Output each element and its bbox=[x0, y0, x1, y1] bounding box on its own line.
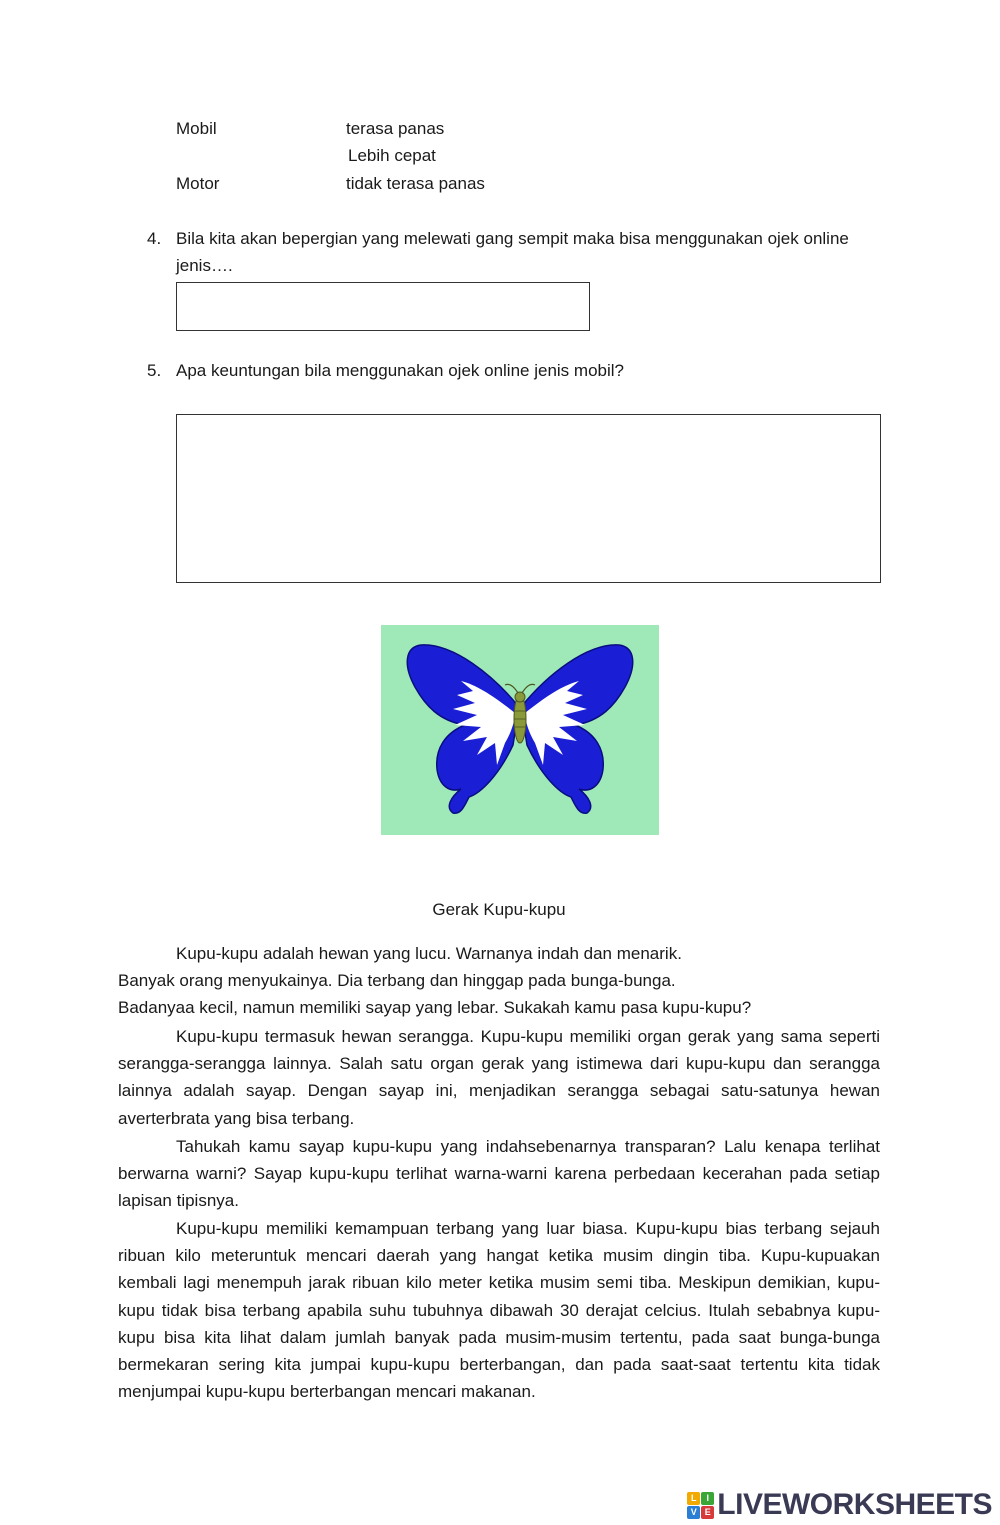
article-paragraph-3-text: Tahukah kamu sayap kupu-kupu yang indahsebenarnya transparan? Lalu kenapa terlihat berwarna warni? Sayap kupu-kupu terlihat warna-warni karena perbedaan kecerahan pada setiap lapisan tipisnya. bbox=[118, 1137, 880, 1211]
article-paragraph-4 bbox=[118, 1215, 880, 1405]
match-right-tidak-terasa-panas: tidak terasa panas bbox=[346, 174, 485, 193]
article-p1-line1: Kupu-kupu adalah hewan yang lucu. Warnanya indah dan menarik. bbox=[176, 944, 682, 963]
article-paragraph-4-text: Kupu-kupu memiliki kemampuan terbang yang luar biasa. Kupu-kupu bias terbang sejauh ribuan kilo meteruntuk mencari daerah yang hangat ketika musim dingin tiba. Kupu-kupuakan kembali lagi menempuh jarak ribuan kilo meter ketika musim semi tiba. Meskipun demikian, kupu-kupu tidak bisa terbang apabila suhu tubuhnya dibawah 30 derajat celcius. Itulah sebabnya kupu-kupu bisa kita lihat dalam jumlah banyak pada musim-musim tertentu, pada saat bunga-bunga bermekaran sering kita jumpai kupu-kupu berterbangan, dan pada saat-saat tertentu kita tidak menjumpai kupu-kupu berterbangan mencari makanan. bbox=[118, 1219, 880, 1402]
logo-letter-i: I bbox=[701, 1492, 714, 1505]
article-paragraph-2 bbox=[118, 1023, 880, 1132]
question-4-answer-box[interactable] bbox=[176, 282, 590, 331]
match-right-lebih-cepat: Lebih cepat bbox=[348, 146, 436, 165]
article-paragraph-2-text: Kupu-kupu termasuk hewan serangga. Kupu-kupu memiliki organ gerak yang sama seperti serangga-serangga lainnya. Salah satu organ gerak yang istimewa dari kupu-kupu dan serangga lainnya adalah sayap. Dengan sayap ini, menjadikan serangga sebagai satu-satunya hewan averterbrata yang bisa terbang. bbox=[118, 1027, 880, 1128]
liveworksheets-logo-text: LIVEWORKSHEETS bbox=[717, 1488, 992, 1521]
question-4-text: Bila kita akan bepergian yang melewati gang sempit maka bisa menggunakan ojek online bbox=[176, 229, 849, 248]
article-p1-line3: Badanyaa kecil, namun memiliki sayap yang lebar. Sukakah kamu pasa kupu-kupu? bbox=[118, 998, 752, 1017]
question-5-number: 5. bbox=[147, 361, 162, 380]
article-title: Gerak Kupu-kupu bbox=[432, 900, 566, 919]
match-left-motor: Motor bbox=[176, 174, 220, 193]
question-5-text: Apa keuntungan bila menggunakan ojek online jenis mobil? bbox=[176, 361, 624, 380]
match-right-terasa-panas: terasa panas bbox=[346, 119, 445, 138]
question-4-text-cont: jenis…. bbox=[176, 256, 233, 275]
question-4-number: 4. bbox=[147, 229, 162, 248]
article-p1-line2: Banyak orang menyukainya. Dia terbang dan hinggap pada bunga-bunga. bbox=[118, 971, 676, 990]
question-5-answer-box[interactable] bbox=[176, 414, 881, 583]
logo-letter-e: E bbox=[701, 1506, 714, 1519]
liveworksheets-logo-icon bbox=[687, 1492, 714, 1519]
liveworksheets-logo bbox=[687, 1488, 992, 1522]
logo-letter-v: V bbox=[687, 1506, 700, 1519]
butterfly-picture bbox=[381, 625, 659, 835]
article-paragraph-3 bbox=[118, 1133, 880, 1215]
match-left-mobil: Mobil bbox=[176, 119, 217, 138]
logo-letter-l: L bbox=[687, 1492, 700, 1505]
butterfly-illustration bbox=[381, 625, 659, 835]
